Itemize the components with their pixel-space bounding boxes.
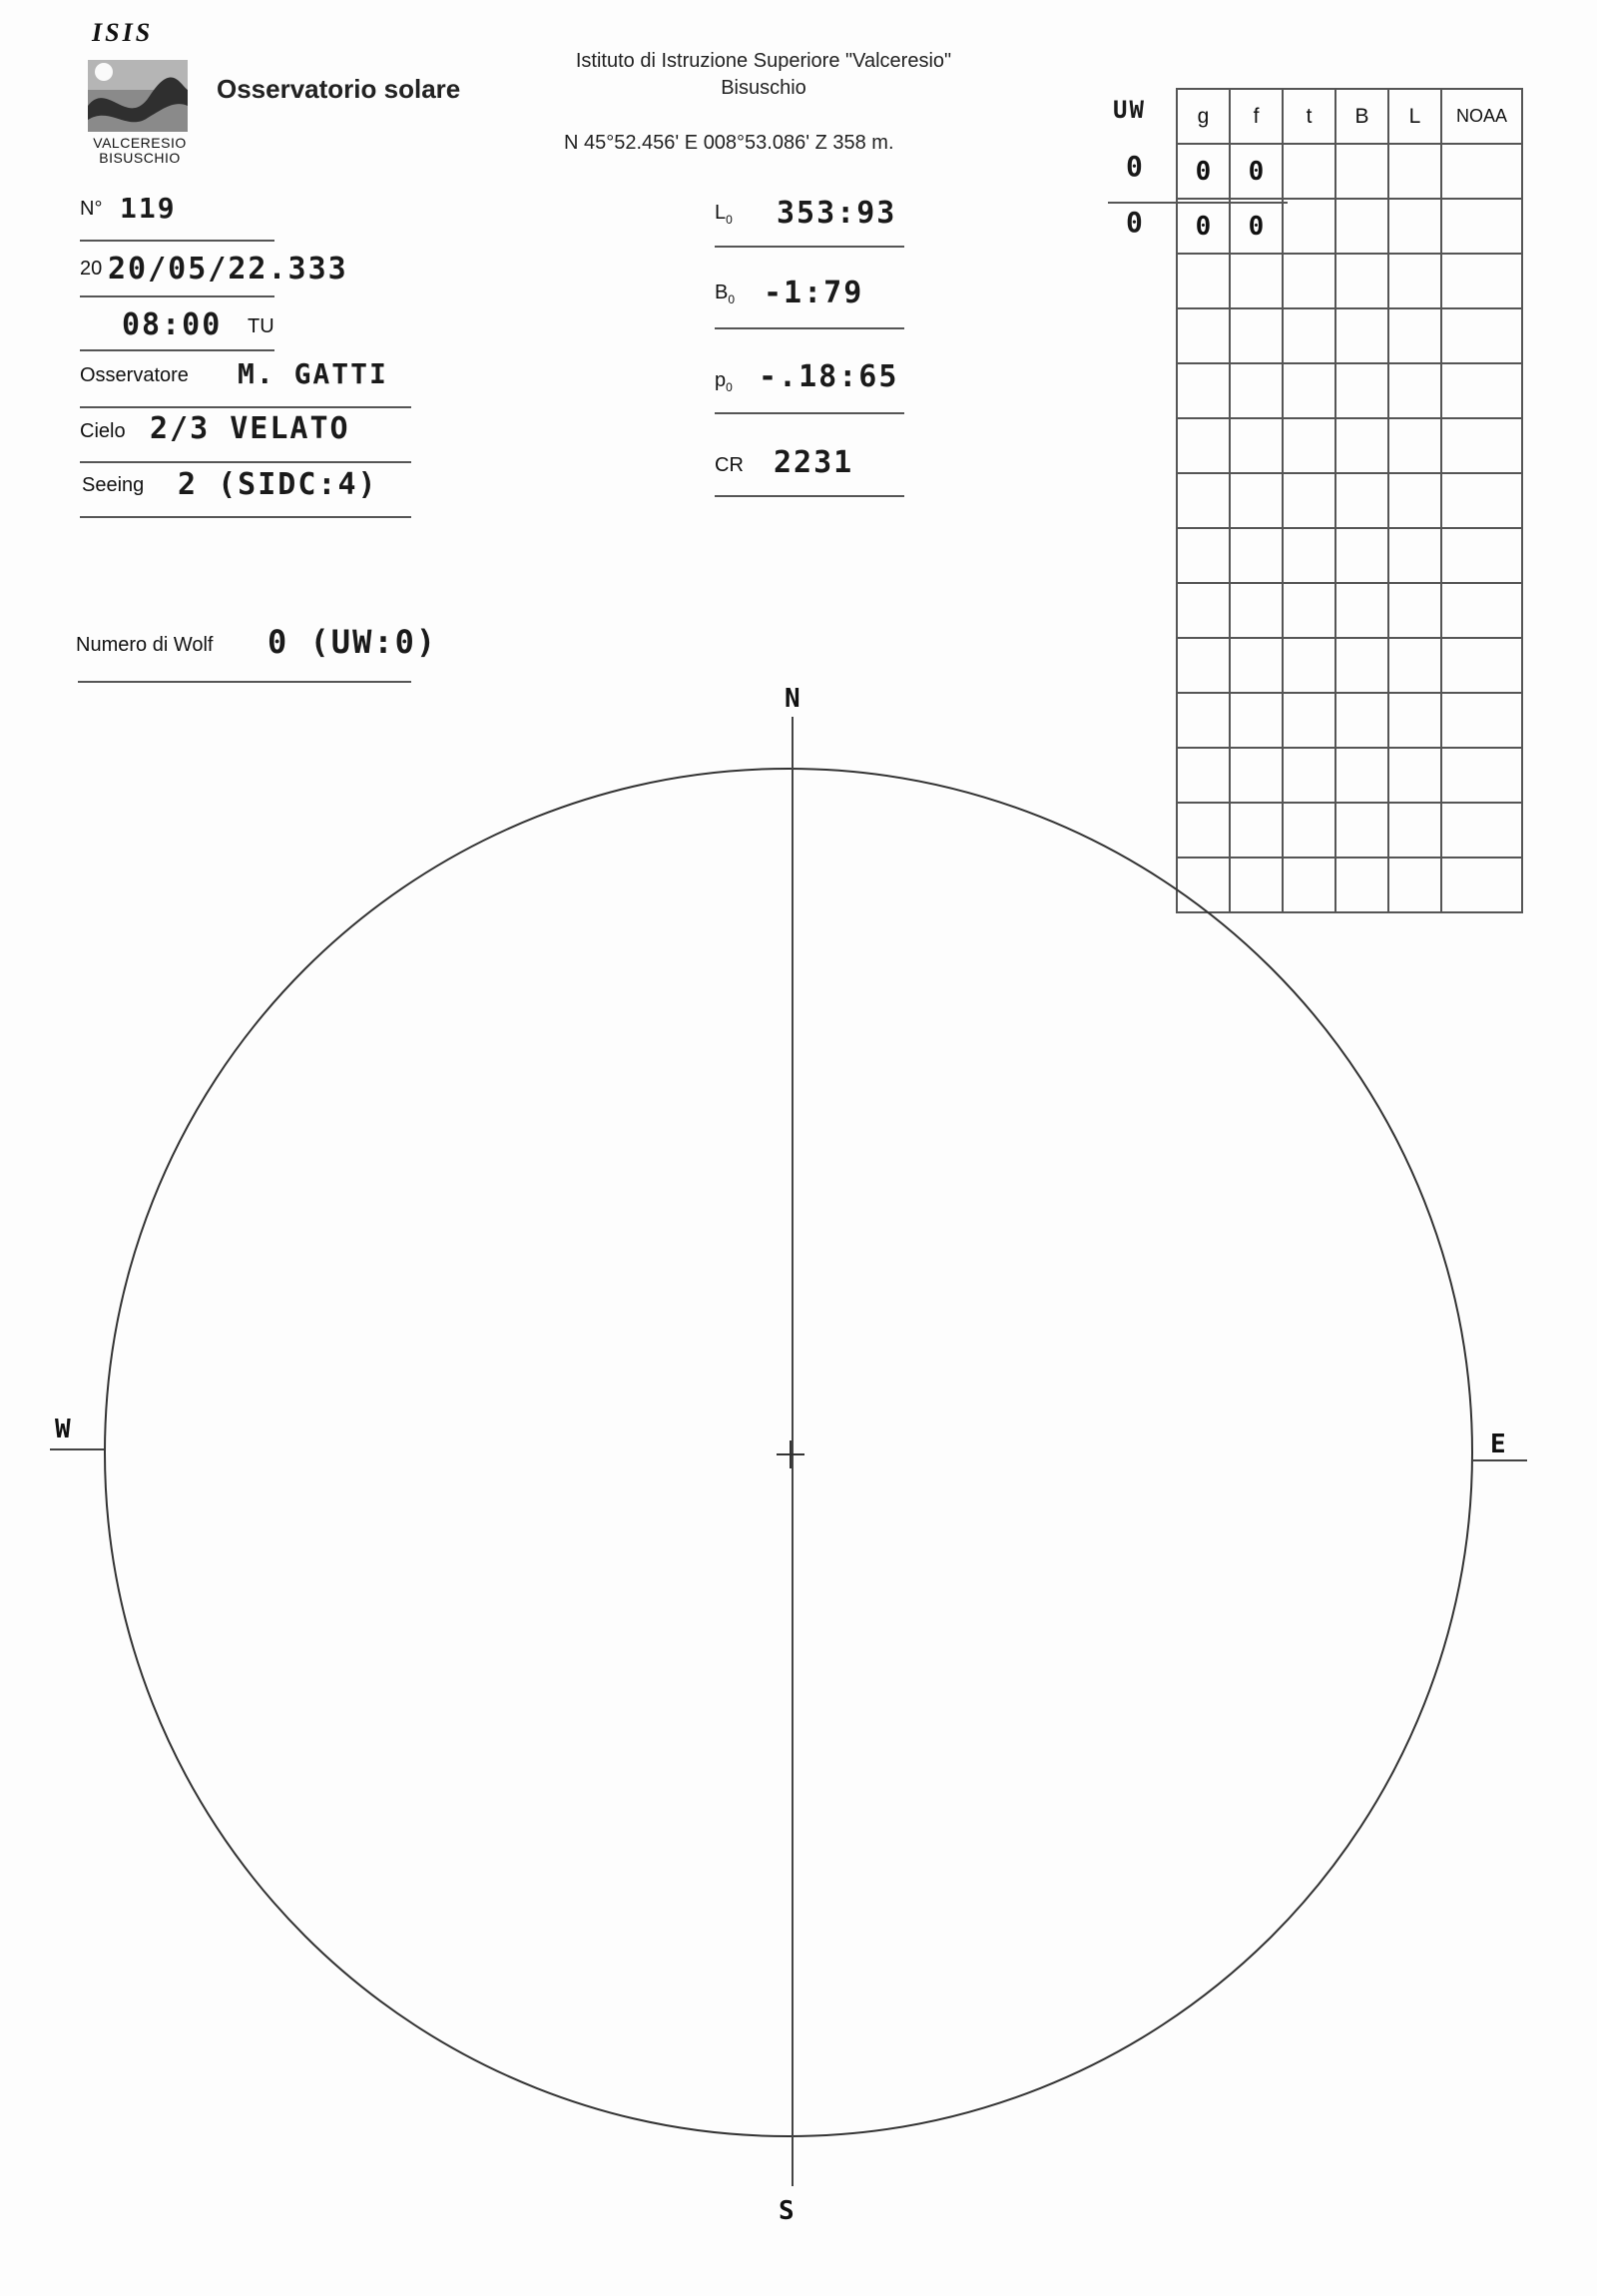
- observer-label: Osservatore: [80, 364, 189, 386]
- south-label: S: [779, 2196, 795, 2226]
- uw-value-row-2: 0: [1126, 206, 1145, 239]
- time-suffix: TU: [248, 315, 274, 337]
- date-value: 20/05/22.333: [108, 252, 348, 287]
- wolf-label: Numero di Wolf: [76, 634, 214, 656]
- east-label: E: [1490, 1430, 1506, 1459]
- north-label: N: [785, 684, 800, 714]
- table-cell[interactable]: 0: [1177, 199, 1230, 254]
- west-label: W: [55, 1415, 71, 1444]
- sky-label: Cielo: [80, 420, 126, 442]
- date-prefix: 20: [80, 258, 103, 280]
- number-label: N°: [80, 198, 103, 220]
- seeing-label: Seeing: [82, 474, 145, 496]
- page-title: Osservatorio solare: [217, 74, 461, 104]
- b0-label: $B_0$: [715, 282, 736, 306]
- sky-value: 2/3 VELATO: [150, 411, 350, 446]
- solar-disk-outline: [105, 769, 1472, 2136]
- p0-label: $p_0$: [715, 369, 733, 394]
- header-t: t: [1283, 89, 1335, 144]
- header-b: B: [1335, 89, 1388, 144]
- header-g: g: [1177, 89, 1230, 144]
- b0-value: -1:79: [764, 276, 864, 310]
- wolf-value: 0 (UW:0): [267, 623, 438, 661]
- table-cell[interactable]: 0: [1177, 144, 1230, 199]
- l0-value: 353:93: [777, 196, 897, 231]
- header-l: L: [1388, 89, 1441, 144]
- seeing-value: 2 (SIDC:4): [178, 467, 378, 502]
- table-cell[interactable]: 0: [1230, 144, 1283, 199]
- observatory-coordinates: N 45°52.456' E 008°53.086' Z 358 m.: [564, 132, 894, 154]
- p0-value: -.18:65: [759, 359, 899, 394]
- cr-value: 2231: [774, 445, 854, 480]
- uw-value-row-1: 0: [1126, 150, 1145, 183]
- header-f: f: [1230, 89, 1283, 144]
- cr-label: CR: [715, 454, 744, 476]
- logo-wordmark: ISIS: [92, 18, 154, 47]
- header-noaa: NOAA: [1441, 89, 1522, 144]
- observer-value: M. GATTI: [238, 357, 388, 390]
- number-value: 119: [120, 192, 177, 225]
- institute-name: Istituto di Istruzione Superiore "Valceresio" Bisuschio: [575, 50, 952, 99]
- time-value: 08:00: [122, 307, 223, 342]
- logo-caption: VALCERESIO BISUSCHIO: [93, 135, 187, 166]
- l0-label: $L_0$: [715, 202, 733, 227]
- table-cell[interactable]: 0: [1230, 199, 1283, 254]
- uw-header: UW: [1113, 96, 1146, 124]
